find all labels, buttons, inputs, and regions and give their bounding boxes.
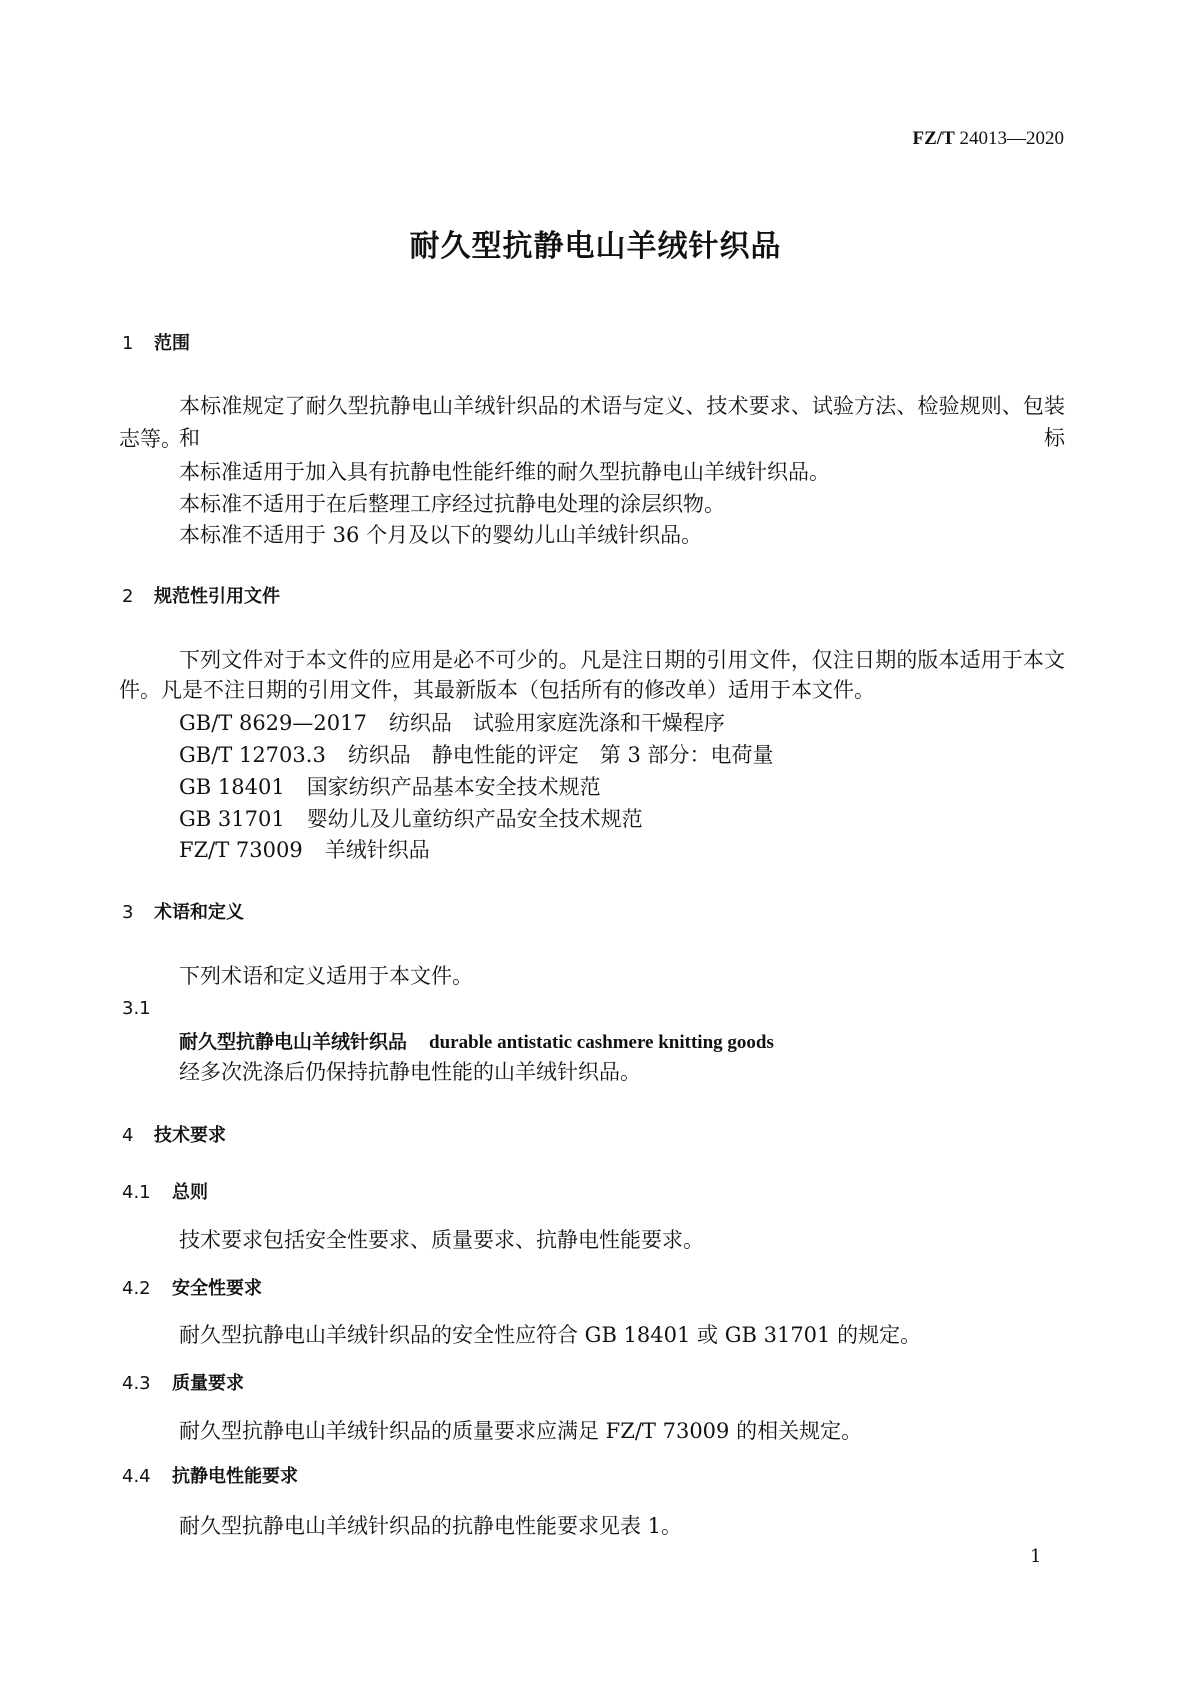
reference-title: 婴幼儿及儿童纺织产品安全技术规范 bbox=[306, 807, 643, 831]
section-number: 1 bbox=[122, 333, 134, 354]
reference-item bbox=[179, 707, 725, 739]
paragraph: 本标准不适用于 36 个月及以下的婴幼儿山羊绒针织品。 bbox=[179, 523, 703, 547]
subsection-title: 安全性要求 bbox=[172, 1278, 262, 1299]
page-number: 1 bbox=[1030, 1546, 1042, 1567]
reference-code: GB/T 8629—2017 bbox=[179, 711, 367, 735]
subsection-number: 4.1 bbox=[122, 1182, 151, 1203]
subsection-number: 4.3 bbox=[122, 1373, 151, 1394]
reference-item bbox=[179, 834, 430, 866]
reference-title: 国家纺织产品基本安全技术规范 bbox=[306, 775, 601, 799]
subsection-title: 抗静电性能要求 bbox=[172, 1466, 298, 1487]
section-title: 范围 bbox=[154, 333, 190, 354]
subsection-title: 质量要求 bbox=[172, 1373, 244, 1394]
subsection-4-4-heading bbox=[122, 1461, 298, 1493]
subsection-title: 总则 bbox=[172, 1182, 208, 1203]
paragraph: 下列文件对于本文件的应用是必不可少的。凡是注日期的引用文件，仅注日期的版本适用于本文 bbox=[179, 648, 1065, 672]
term-definition: 经多次洗涤后仍保持抗静电性能的山羊绒针织品。 bbox=[179, 1060, 641, 1084]
section-1-heading bbox=[122, 328, 190, 360]
section-number: 2 bbox=[122, 586, 134, 607]
term-entry bbox=[179, 1025, 774, 1057]
reference-code: GB 18401 bbox=[179, 775, 285, 799]
reference-code: GB 31701 bbox=[179, 807, 285, 831]
term-number: 3.1 bbox=[122, 998, 151, 1019]
paragraph-cont: 志等。 bbox=[119, 427, 182, 451]
subsection-4-1-heading bbox=[122, 1177, 208, 1209]
reference-title: 纺织品 静电性能的评定 第 3 部分：电荷量 bbox=[347, 743, 774, 767]
paragraph: 下列术语和定义适用于本文件。 bbox=[179, 964, 473, 988]
paragraph: 技术要求包括安全性要求、质量要求、抗静电性能要求。 bbox=[179, 1228, 704, 1252]
term-chinese: 耐久型抗静电山羊绒针织品 bbox=[179, 1031, 408, 1053]
section-title: 术语和定义 bbox=[154, 902, 244, 923]
reference-item bbox=[179, 739, 774, 771]
subsection-4-3-heading bbox=[122, 1368, 244, 1400]
paragraph: 本标准不适用于在后整理工序经过抗静电处理的涂层织物。 bbox=[179, 492, 725, 516]
section-number: 4 bbox=[122, 1125, 134, 1146]
paragraph: 本标准规定了耐久型抗静电山羊绒针织品的术语与定义、技术要求、试验方法、检验规则、包装和标 bbox=[179, 394, 1065, 450]
section-4-heading bbox=[122, 1120, 226, 1152]
section-title: 技术要求 bbox=[154, 1125, 226, 1146]
code-number: 24013—2020 bbox=[959, 128, 1064, 149]
standard-code bbox=[913, 124, 1064, 154]
subsection-number: 4.4 bbox=[122, 1466, 151, 1487]
term-english: durable antistatic cashmere knitting goods bbox=[429, 1032, 774, 1053]
reference-item bbox=[179, 803, 643, 835]
code-prefix: FZ/T bbox=[912, 128, 955, 149]
paragraph: 耐久型抗静电山羊绒针织品的安全性应符合 GB 18401 或 GB 31701 的规定。 bbox=[179, 1323, 922, 1347]
reference-item bbox=[179, 771, 601, 803]
paragraph: 本标准适用于加入具有抗静电性能纤维的耐久型抗静电山羊绒针织品。 bbox=[179, 460, 830, 484]
reference-title: 羊绒针织品 bbox=[324, 838, 430, 862]
section-2-heading bbox=[122, 581, 280, 613]
section-title: 规范性引用文件 bbox=[154, 586, 280, 607]
paragraph: 耐久型抗静电山羊绒针织品的质量要求应满足 FZ/T 73009 的相关规定。 bbox=[179, 1419, 863, 1443]
reference-code: GB/T 12703.3 bbox=[179, 743, 326, 767]
reference-title: 纺织品 试验用家庭洗涤和干燥程序 bbox=[388, 711, 725, 735]
subsection-4-2-heading bbox=[122, 1273, 262, 1305]
paragraph-cont: 件。凡是不注日期的引用文件，其最新版本（包括所有的修改单）适用于本文件。 bbox=[119, 678, 875, 702]
section-number: 3 bbox=[122, 902, 134, 923]
reference-code: FZ/T 73009 bbox=[179, 838, 303, 862]
section-3-heading bbox=[122, 897, 244, 929]
document-title: 耐久型抗静电山羊绒针织品 bbox=[409, 229, 782, 264]
paragraph: 耐久型抗静电山羊绒针织品的抗静电性能要求见表 1。 bbox=[179, 1514, 683, 1538]
subsection-number: 4.2 bbox=[122, 1278, 151, 1299]
